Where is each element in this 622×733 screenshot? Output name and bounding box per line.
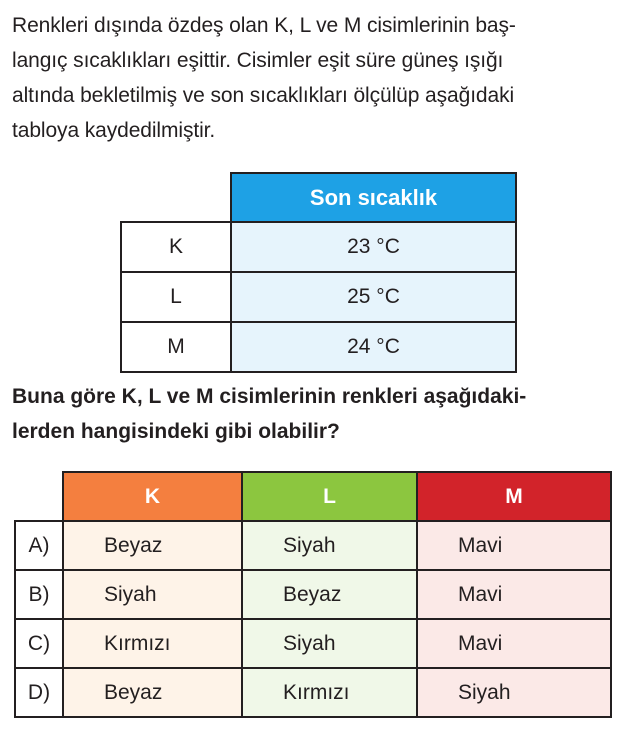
option-letter[interactable]: B) — [15, 570, 63, 619]
color-cell-m: Mavi — [417, 570, 611, 619]
color-cell-k: Beyaz — [63, 521, 242, 570]
option-row-c[interactable] — [15, 619, 611, 668]
temperature-row — [121, 222, 516, 272]
temperature-value: 25 °C — [231, 272, 516, 322]
temperature-row — [121, 272, 516, 322]
intro-paragraph — [12, 8, 612, 148]
color-cell-m: Siyah — [417, 668, 611, 717]
intro-line: tabloya kaydedilmiştir. — [12, 119, 216, 142]
object-label: M — [121, 322, 231, 372]
color-cell-k: Kırmızı — [63, 619, 242, 668]
color-cell-l: Beyaz — [242, 570, 417, 619]
column-header-k: K — [63, 472, 242, 521]
option-letter[interactable]: A) — [15, 521, 63, 570]
color-cell-k: Beyaz — [63, 668, 242, 717]
column-header-m: M — [417, 472, 611, 521]
question-text — [12, 379, 617, 449]
temperature-column-header: Son sıcaklık — [231, 173, 516, 222]
question-line: Buna göre K, L ve M cisimlerinin renkleri aşağıdaki- — [12, 385, 527, 408]
option-row-a[interactable] — [15, 521, 611, 570]
color-cell-l: Siyah — [242, 619, 417, 668]
color-cell-k: Siyah — [63, 570, 242, 619]
temperature-value: 24 °C — [231, 322, 516, 372]
temperature-table — [120, 172, 517, 373]
option-letter[interactable]: D) — [15, 668, 63, 717]
intro-line: Renkleri dışında özdeş olan K, L ve M cisimlerinin baş- — [12, 14, 516, 37]
color-cell-l: Kırmızı — [242, 668, 417, 717]
intro-line: altında bekletilmiş ve son sıcaklıkları ölçülüp aşağıdaki — [12, 84, 515, 107]
column-header-l: L — [242, 472, 417, 521]
question-line: lerden hangisindeki gibi olabilir? — [12, 420, 340, 443]
intro-line: langıç sıcaklıkları eşittir. Cisimler eşit süre güneş ışığı — [12, 49, 504, 72]
option-row-b[interactable] — [15, 570, 611, 619]
options-table-corner — [15, 472, 63, 521]
object-label: L — [121, 272, 231, 322]
temperature-table-corner — [121, 173, 231, 222]
options-table — [14, 471, 612, 718]
options-header-row — [15, 472, 611, 521]
object-label: K — [121, 222, 231, 272]
temperature-value: 23 °C — [231, 222, 516, 272]
option-row-d[interactable] — [15, 668, 611, 717]
color-cell-m: Mavi — [417, 619, 611, 668]
color-cell-l: Siyah — [242, 521, 417, 570]
color-cell-m: Mavi — [417, 521, 611, 570]
option-letter[interactable]: C) — [15, 619, 63, 668]
temperature-table-header-row — [121, 173, 516, 222]
temperature-row — [121, 322, 516, 372]
